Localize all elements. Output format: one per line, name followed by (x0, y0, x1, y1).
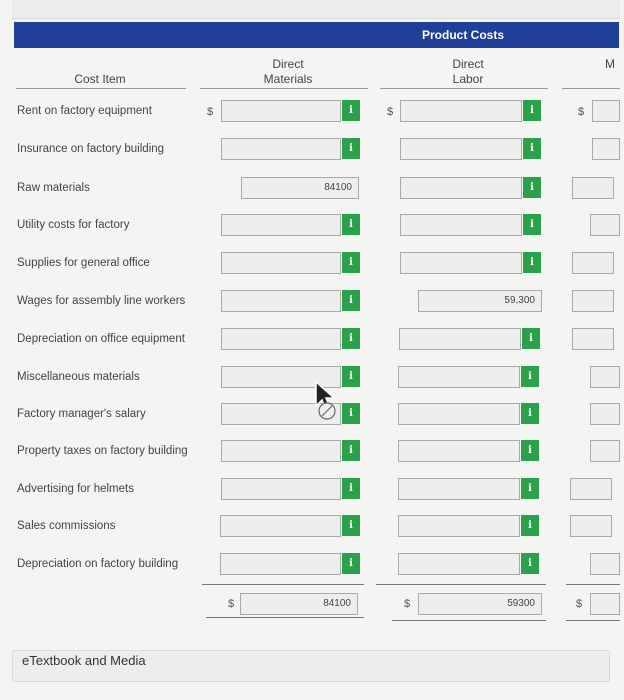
direct-labor-input[interactable] (400, 252, 522, 274)
manufacturing-overhead-input[interactable] (590, 403, 620, 425)
cost-item-header: Cost Item (74, 72, 126, 86)
direct-materials-input[interactable] (221, 290, 341, 312)
total-dm-currency: $ (228, 598, 235, 610)
header-underline-dm (200, 88, 368, 89)
total-dl-currency: $ (404, 598, 411, 610)
direct-labor-header-line1: Direct (452, 57, 484, 71)
direct-labor-input[interactable] (398, 366, 520, 388)
etextbook-link[interactable]: eTextbook and Media (22, 653, 146, 668)
header-underline-dl (380, 88, 548, 89)
direct-labor-input[interactable] (399, 328, 521, 350)
header-underline-moh (562, 88, 620, 89)
double-underline-dm (206, 617, 364, 618)
header-underline-cost-item (16, 88, 186, 89)
info-icon[interactable]: i (342, 366, 360, 387)
info-icon[interactable]: i (523, 138, 541, 159)
total-moh-input[interactable] (590, 593, 620, 615)
direct-materials-input[interactable] (221, 100, 341, 122)
info-icon[interactable]: i (342, 252, 360, 273)
info-icon[interactable]: i (521, 440, 539, 461)
mouse-pointer-icon (312, 380, 340, 422)
cost-item-label: Depreciation on office equipment (17, 333, 185, 345)
cost-item-label: Rent on factory equipment (17, 105, 152, 117)
direct-materials-input[interactable] (221, 138, 341, 160)
sum-line-moh (566, 584, 620, 585)
cost-item-label: Supplies for general office (17, 257, 150, 269)
dl-currency: $ (387, 106, 394, 118)
info-icon[interactable]: i (521, 515, 539, 536)
double-underline-moh (566, 620, 620, 621)
total-direct-materials-input[interactable]: 84100 (240, 593, 358, 615)
product-costs-header: Product Costs (421, 28, 504, 42)
sum-line-dl (376, 584, 546, 585)
direct-materials-input[interactable] (221, 440, 341, 462)
info-icon[interactable]: i (523, 177, 541, 198)
direct-labor-input[interactable]: 59,300 (418, 290, 542, 312)
manufacturing-overhead-input[interactable] (572, 177, 614, 199)
total-moh-currency: $ (576, 598, 583, 610)
direct-materials-header (240, 57, 336, 87)
table-header-band (14, 22, 619, 48)
cost-item-label: Utility costs for factory (17, 219, 130, 231)
direct-labor-input[interactable] (398, 515, 520, 537)
direct-labor-header (420, 57, 516, 87)
manufacturing-overhead-input[interactable] (590, 214, 620, 236)
manufacturing-overhead-input[interactable] (570, 478, 612, 500)
info-icon[interactable]: i (342, 553, 360, 574)
direct-labor-input[interactable] (400, 177, 522, 199)
info-icon[interactable]: i (523, 100, 541, 121)
info-icon[interactable]: i (342, 515, 360, 536)
direct-materials-input[interactable] (220, 553, 341, 575)
info-icon[interactable]: i (523, 252, 541, 273)
direct-labor-input[interactable] (398, 403, 520, 425)
manufacturing-overhead-input[interactable] (590, 553, 620, 575)
manufacturing-overhead-input[interactable] (590, 440, 620, 462)
info-icon[interactable]: i (342, 478, 360, 499)
double-underline-dl (392, 620, 546, 621)
info-icon[interactable]: i (522, 328, 540, 349)
dm-currency: $ (207, 106, 214, 118)
cost-item-label: Insurance on factory building (17, 143, 165, 155)
direct-materials-header-line2: Materials (263, 72, 313, 86)
info-icon[interactable]: i (342, 290, 360, 311)
direct-materials-input[interactable] (221, 252, 341, 274)
direct-materials-input[interactable] (220, 515, 341, 537)
direct-labor-header-line2: Labor (452, 72, 484, 86)
cost-item-label: Sales commissions (17, 520, 116, 532)
direct-labor-input[interactable] (398, 478, 520, 500)
cost-item-label: Miscellaneous materials (17, 371, 140, 383)
direct-labor-input[interactable] (400, 100, 522, 122)
info-icon[interactable]: i (521, 478, 539, 499)
direct-materials-header-line1: Direct (272, 57, 304, 71)
direct-materials-input[interactable] (221, 214, 341, 236)
cost-item-label: Depreciation on factory building (17, 558, 179, 570)
info-icon[interactable]: i (523, 214, 541, 235)
moh-currency: $ (578, 106, 585, 118)
direct-labor-input[interactable] (398, 440, 520, 462)
manufacturing-overhead-input[interactable] (592, 138, 620, 160)
cost-item-label: Property taxes on factory building (17, 445, 188, 457)
info-icon[interactable]: i (342, 403, 360, 424)
info-icon[interactable]: i (521, 553, 539, 574)
direct-materials-input[interactable] (221, 328, 341, 350)
cost-item-label: Wages for assembly line workers (17, 295, 186, 307)
total-direct-labor-input[interactable]: 59300 (418, 593, 542, 615)
direct-materials-input[interactable]: 84100 (241, 177, 359, 199)
info-icon[interactable]: i (342, 328, 360, 349)
info-icon[interactable]: i (342, 440, 360, 461)
manufacturing-overhead-input[interactable] (570, 515, 612, 537)
top-bar (12, 0, 620, 19)
info-icon[interactable]: i (342, 214, 360, 235)
info-icon[interactable]: i (342, 138, 360, 159)
cost-item-label: Raw materials (17, 182, 90, 194)
manufacturing-overhead-input[interactable] (572, 290, 614, 312)
direct-materials-input[interactable] (221, 478, 341, 500)
manufacturing-overhead-input[interactable] (592, 100, 620, 122)
manufacturing-overhead-header-partial: M (605, 57, 615, 71)
direct-labor-input[interactable] (398, 553, 520, 575)
manufacturing-overhead-input[interactable] (572, 252, 614, 274)
cost-item-label: Advertising for helmets (17, 483, 134, 495)
info-icon[interactable]: i (521, 366, 539, 387)
cost-item-label: Factory manager's salary (17, 408, 146, 420)
direct-labor-input[interactable] (400, 138, 522, 160)
sum-line-dm (202, 584, 364, 585)
manufacturing-overhead-input[interactable] (590, 366, 620, 388)
direct-labor-input[interactable] (400, 214, 522, 236)
info-icon[interactable]: i (521, 403, 539, 424)
manufacturing-overhead-input[interactable] (572, 328, 614, 350)
info-icon[interactable]: i (342, 100, 360, 121)
